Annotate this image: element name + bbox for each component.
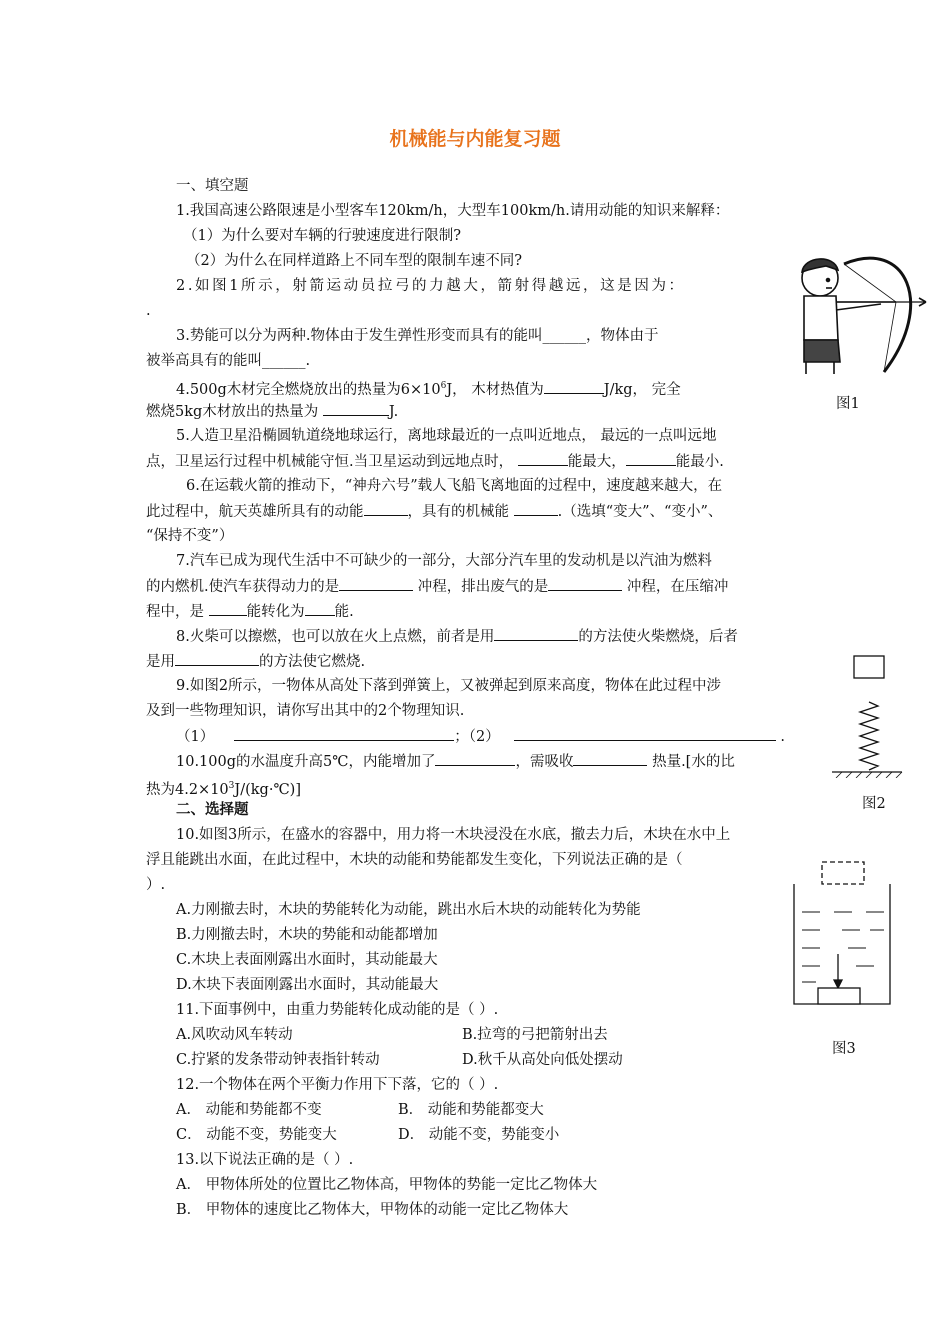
q8-line1: 8.火柴可以擦燃，也可以放在火上点燃，前者是用 的方法使火柴燃烧，后者 <box>176 626 738 647</box>
q9-blank-2[interactable] <box>514 726 776 741</box>
q4-blank-heat[interactable] <box>323 401 389 416</box>
c12-option-d[interactable]: D． 动能不变，势能变小 <box>398 1127 560 1143</box>
q3-line2: 被举高具有的能叫______. <box>146 353 311 369</box>
q7-blank-from[interactable] <box>209 601 247 616</box>
c13-option-b[interactable]: B． 甲物体的速度比乙物体大，甲物体的动能一定比乙物体大 <box>176 1202 569 1218</box>
q9-blank-1[interactable] <box>234 726 454 741</box>
q1-stem: 1.我国高速公路限速是小型客车120km/h，大型车100km/h.请用动能的知识来解释： <box>176 203 730 219</box>
c12-option-c[interactable]: C． 动能不变，势能变大 <box>176 1127 337 1143</box>
q10-blank-heat[interactable] <box>573 751 647 766</box>
q1-part2: （2）为什么在同样道路上不同车型的限制车速不同? <box>186 253 522 269</box>
q4-blank-heat-value[interactable] <box>544 379 604 394</box>
c12-option-b[interactable]: B． 动能和势能都变大 <box>398 1102 544 1118</box>
q8-blank-heat-transfer[interactable] <box>175 651 259 666</box>
figure-3-caption: 图3 <box>832 1041 856 1057</box>
q7-blank-power-stroke[interactable] <box>339 576 413 591</box>
c11-stem: 11.下面事例中，由重力势能转化成动能的是（ ）. <box>176 1002 499 1018</box>
c13-stem: 13.以下说法正确的是（ ）. <box>176 1152 354 1168</box>
c13-option-a[interactable]: A． 甲物体所处的位置比乙物体高，甲物体的势能一定比乙物体大 <box>176 1177 598 1193</box>
c12-stem: 12.一个物体在两个平衡力作用下下落，它的（ ）. <box>176 1077 499 1093</box>
q6-line2: 此过程中，航天英雄所具有的动能 ，具有的机械能 .（选填“变大”、“变小”、 <box>146 501 722 522</box>
q8-blank-friction[interactable] <box>494 626 578 641</box>
q7-line2: 的内燃机.使汽车获得动力的是 冲程，排出废气的是 冲程，在压缩冲 <box>146 576 728 597</box>
q2-line2: . <box>146 303 151 319</box>
page-title: 机械能与内能复习题 <box>389 128 561 150</box>
container-figure <box>788 854 894 1008</box>
q6-line3: “保持不变”） <box>146 528 234 544</box>
c10-option-c[interactable]: C.木块上表面刚露出水面时，其动能最大 <box>176 952 438 968</box>
q3-line1: 3.势能可以分为两种.物体由于发生弹性形变而具有的能叫______，物体由于 <box>176 328 659 344</box>
figure-1-caption: 图1 <box>836 396 860 412</box>
q7-line1: 7.汽车已成为现代生活中不可缺少的一部分，大部分汽车里的发动机是以汽油为燃料 <box>176 553 712 569</box>
q5-blank-min[interactable] <box>626 451 676 466</box>
spring-figure <box>828 652 906 778</box>
q5-blank-max[interactable] <box>518 451 568 466</box>
c11-option-a[interactable]: A.风吹动风车转动 <box>176 1027 293 1043</box>
q9-line2: 及到一些物理知识，请你写出其中的2个物理知识. <box>146 703 465 719</box>
q10-blank-internal-energy[interactable] <box>435 751 515 766</box>
c10-line1: 10.如图3所示，在盛水的容器中，用力将一木块浸没在水底，撤去力后，木块在水中上 <box>176 827 731 843</box>
q9-line1: 9.如图2所示，一物体从高处下落到弹簧上，又被弹起到原来高度，物体在此过程中涉 <box>176 678 722 694</box>
c10-line2: 浮且能跳出水面，在此过程中，木块的动能和势能都发生变化，下列说法正确的是（ <box>146 852 683 868</box>
c12-option-a[interactable]: A． 动能和势能都不变 <box>176 1102 322 1118</box>
c11-option-d[interactable]: D.秋千从高处向低处摆动 <box>462 1052 623 1068</box>
c11-option-c[interactable]: C.拧紧的发条带动钟表指针转动 <box>176 1052 380 1068</box>
figure-2-caption: 图2 <box>862 796 886 812</box>
q9-answers: （1） ；（2） . <box>176 726 785 747</box>
q7-blank-exhaust-stroke[interactable] <box>548 576 622 591</box>
q2-line1: 2.如图1所示，射箭运动员拉弓的力越大，箭射得越远，这是因为： <box>176 278 686 294</box>
q4-line2: 燃烧5kg木材放出的热量为 J. <box>146 401 398 422</box>
q4-line1: 4.500g木材完全燃烧放出的热量为$6\times 10^6J$， 木材热值为 J/kg， 完全 <box>176 376 681 400</box>
q6-blank-mechanical[interactable] <box>514 501 558 516</box>
section-fill-heading: 一、填空题 <box>176 178 249 194</box>
q5-line2: 点，卫星运行过程中机械能守恒.当卫星运动到远地点时， 能最大， 能最小. <box>146 451 724 472</box>
archer-figure <box>786 244 936 376</box>
c10-option-a[interactable]: A.力刚撤去时，木块的势能转化为动能，跳出水后木块的动能转化为势能 <box>176 902 641 918</box>
q6-blank-kinetic[interactable] <box>364 501 408 516</box>
c10-option-b[interactable]: B.力刚撤去时，木块的势能和动能都增加 <box>176 927 438 943</box>
c10-line3: ）. <box>146 877 166 893</box>
q8-line2: 是用 的方法使它燃烧. <box>146 651 365 672</box>
q6-line1: 6.在运载火箭的推动下，“神舟六号”载人飞船飞离地面的过程中，速度越来越大，在 <box>186 478 723 494</box>
q5-line1: 5.人造卫星沿椭圆轨道绕地球运行，离地球最近的一点叫近地点， 最远的一点叫远地 <box>176 428 717 444</box>
q10-line2: 热为$4.2\times 10^3J/(kg\cdot℃)$] <box>146 781 301 798</box>
c10-option-d[interactable]: D.木块下表面刚露出水面时，其动能最大 <box>176 977 439 993</box>
q10-line1: 10.100g的水温度升高5℃，内能增加了 ，需吸收 热量.[水的比 <box>176 751 735 772</box>
q1-part1: （1）为什么要对车辆的行驶速度进行限制? <box>183 228 461 244</box>
c11-option-b[interactable]: B.拉弯的弓把箭射出去 <box>462 1027 608 1043</box>
q7-line3: 程中，是 能转化为 能. <box>146 601 354 622</box>
section-choice-heading: 二、选择题 <box>176 802 249 818</box>
q7-blank-to[interactable] <box>305 601 335 616</box>
